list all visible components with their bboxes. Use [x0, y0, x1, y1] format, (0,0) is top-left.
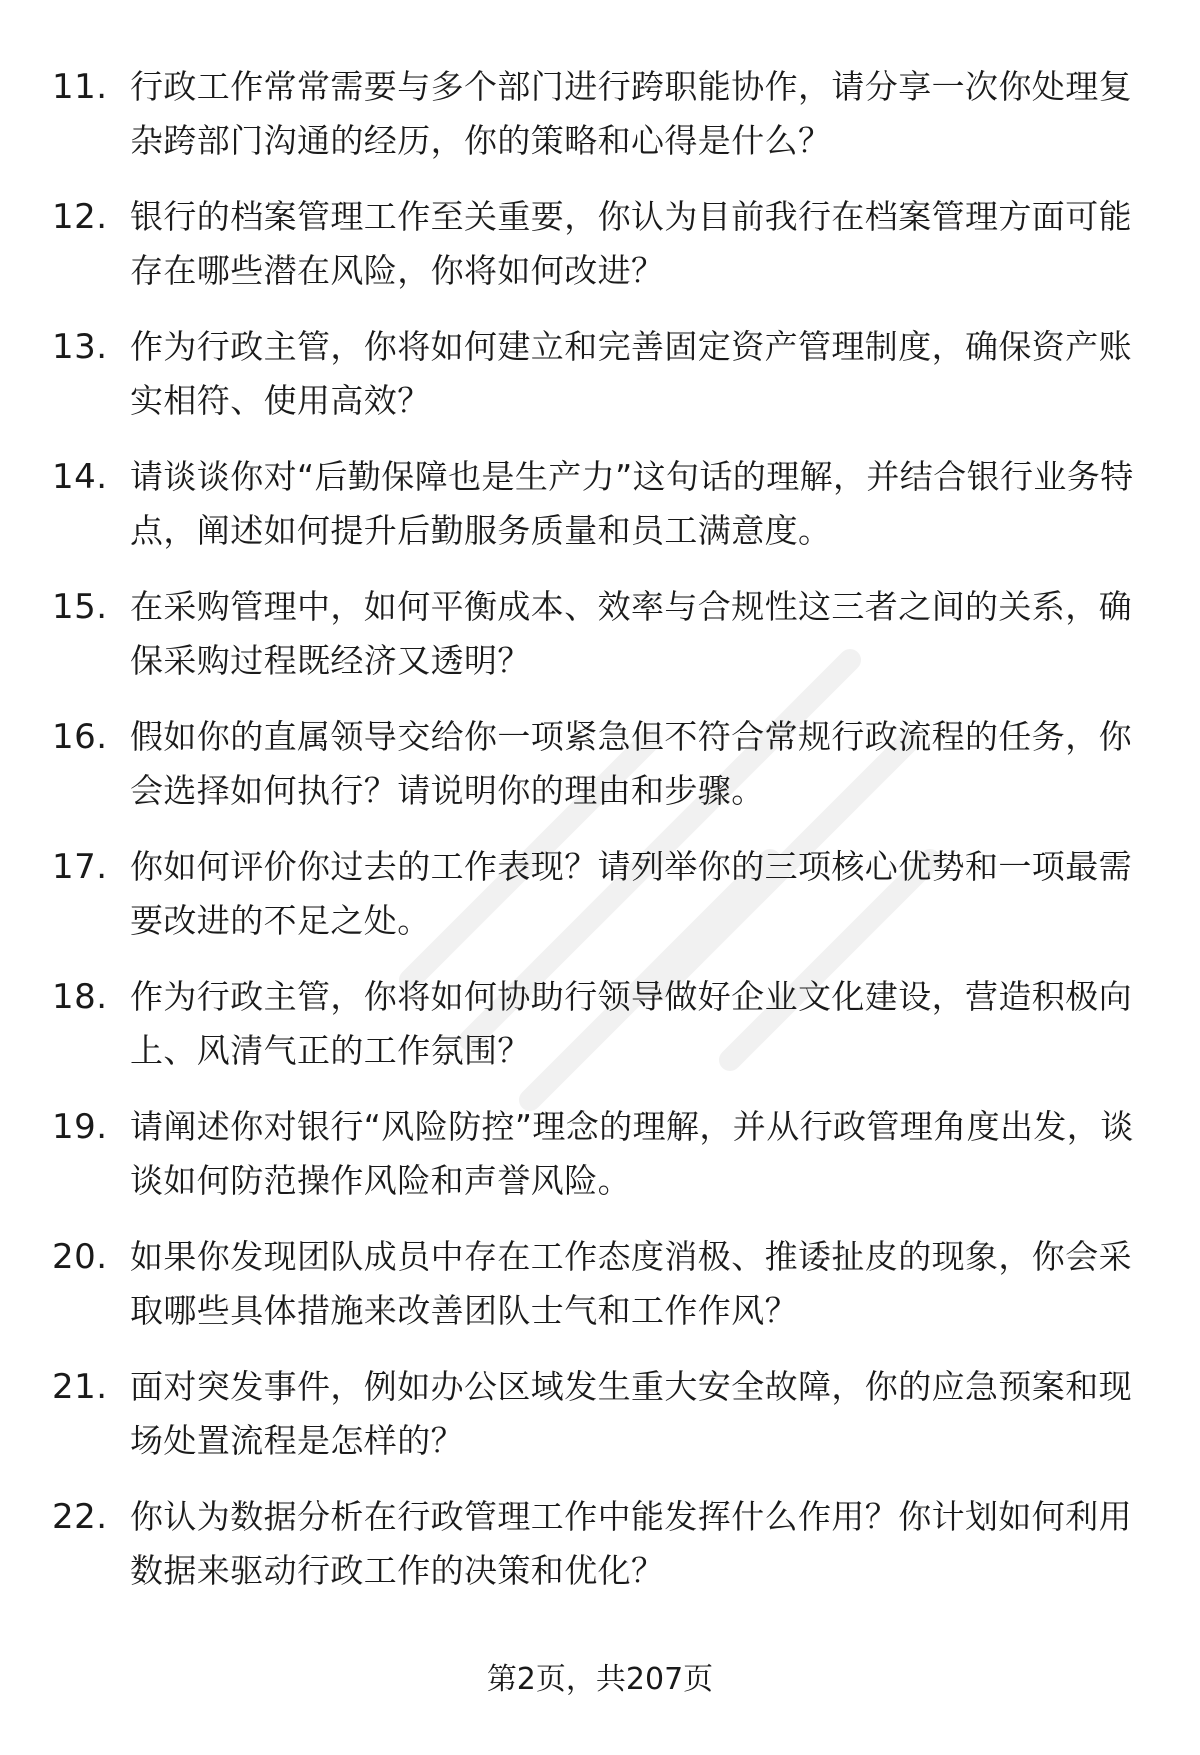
question-number: 16.	[52, 717, 108, 757]
question-number: 13.	[52, 327, 108, 367]
question-item	[0, 450, 1200, 580]
question-text: 行政工作常常需要与多个部门进行跨职能协作，请分享一次你处理复杂跨部门沟通的经历，你的策略和心得是什么？	[130, 67, 1132, 160]
page-footer: 第2页，共207页	[486, 1662, 714, 1697]
question-text: 作为行政主管，你将如何协助行领导做好企业文化建设，营造积极向上、风清气正的工作氛围？	[130, 977, 1132, 1070]
question-text: 请阐述你对银行“风险防控”理念的理解，并从行政管理角度出发，谈谈如何防范操作风险和声誉风险。	[130, 1107, 1134, 1200]
question-item	[0, 710, 1200, 840]
question-number: 20.	[52, 1237, 108, 1277]
question-text: 假如你的直属领导交给你一项紧急但不符合常规行政流程的任务，你会选择如何执行？请说明你的理由和步骤。	[130, 717, 1132, 810]
question-number: 17.	[52, 847, 108, 887]
question-item	[0, 190, 1200, 320]
question-list	[0, 60, 1200, 1620]
question-number: 19.	[52, 1107, 108, 1147]
question-item	[0, 320, 1200, 450]
question-number: 15.	[52, 587, 108, 627]
question-number: 18.	[52, 977, 108, 1017]
question-item	[0, 1230, 1200, 1360]
question-item	[0, 840, 1200, 970]
question-number: 21.	[52, 1367, 108, 1407]
question-number: 22.	[52, 1497, 108, 1537]
question-text: 银行的档案管理工作至关重要，你认为目前我行在档案管理方面可能存在哪些潜在风险，你将如何改进？	[130, 197, 1132, 290]
question-text: 请谈谈你对“后勤保障也是生产力”这句话的理解，并结合银行业务特点，阐述如何提升后勤服务质量和员工满意度。	[130, 457, 1134, 550]
question-number: 12.	[52, 197, 108, 237]
question-text: 在采购管理中，如何平衡成本、效率与合规性这三者之间的关系，确保采购过程既经济又透明？	[130, 587, 1132, 680]
question-item	[0, 1360, 1200, 1490]
question-item	[0, 580, 1200, 710]
question-text: 如果你发现团队成员中存在工作态度消极、推诿扯皮的现象，你会采取哪些具体措施来改善团队士气和工作作风？	[130, 1237, 1132, 1330]
question-item	[0, 1100, 1200, 1230]
question-number: 11.	[52, 67, 108, 107]
question-item	[0, 60, 1200, 190]
question-item	[0, 1490, 1200, 1620]
question-text: 作为行政主管，你将如何建立和完善固定资产管理制度，确保资产账实相符、使用高效？	[130, 327, 1132, 420]
question-number: 14.	[52, 457, 108, 497]
question-text: 你如何评价你过去的工作表现？请列举你的三项核心优势和一项最需要改进的不足之处。	[130, 847, 1132, 940]
question-item	[0, 970, 1200, 1100]
question-text: 你认为数据分析在行政管理工作中能发挥什么作用？你计划如何利用数据来驱动行政工作的决策和优化？	[130, 1497, 1132, 1590]
question-text: 面对突发事件，例如办公区域发生重大安全故障，你的应急预案和现场处置流程是怎样的？	[130, 1367, 1132, 1460]
